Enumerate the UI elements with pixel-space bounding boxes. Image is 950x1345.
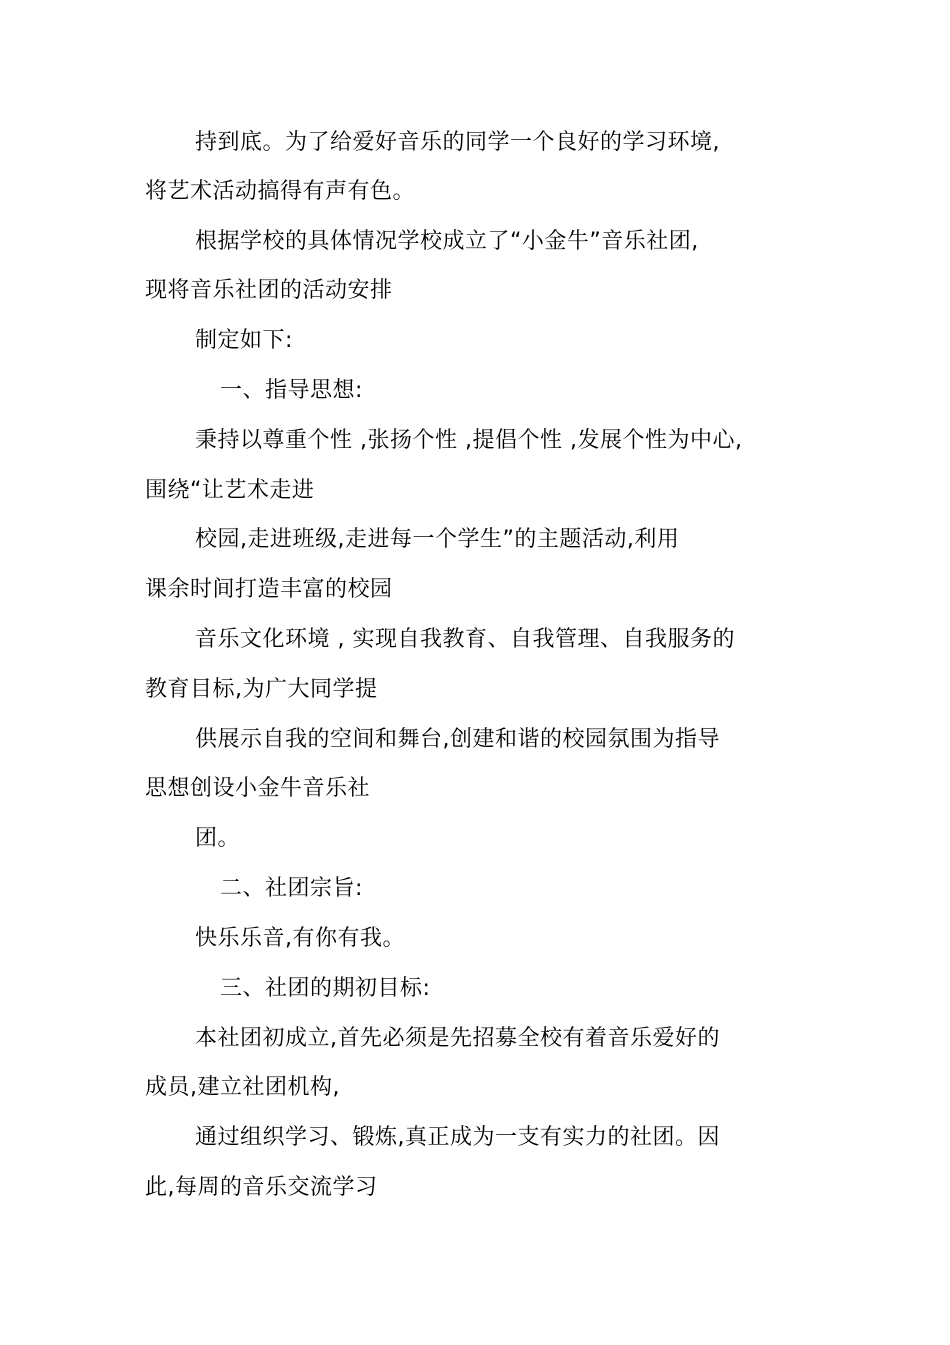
paragraph-line: 课余时间打造丰富的校园 [145,577,393,602]
paragraph-line: 制定如下: [195,328,293,353]
section-heading: 三、社团的期初目标: [220,976,431,1001]
paragraph-line: 快乐乐音,有你有我。 [195,926,405,951]
paragraph-line: 现将音乐社团的活动安排 [145,278,393,303]
paragraph-line: 持到底。为了给爱好音乐的同学一个良好的学习环境, [195,130,720,155]
paragraph-line: 将艺术活动搞得有声有色。 [145,179,416,204]
paragraph-line: 围绕“让艺术走进 [145,478,315,503]
paragraph-line: 本社团初成立,首先必须是先招募全校有着音乐爱好的 [195,1026,720,1051]
paragraph-line: 成员,建立社团机构, [145,1075,340,1100]
paragraph-line: 根据学校的具体情况学校成立了“小金牛”音乐社团, [195,229,699,254]
paragraph-line: 团。 [195,826,241,851]
paragraph-line: 校园,走进班级,走进每一个学生”的主题活动,利用 [195,527,680,552]
section-heading: 一、指导思想: [220,378,363,403]
paragraph-line: 通过组织学习、锻炼,真正成为一支有实力的社团。因 [195,1125,720,1150]
paragraph-line: 秉持以尊重个性 ,张扬个性 ,提倡个性 ,发展个性为中心, [195,428,743,453]
paragraph-line: 教育目标,为广大同学提 [145,677,378,702]
paragraph-line: 音乐文化环境 , 实现自我教育、自我管理、自我服务的 [195,627,735,652]
paragraph-line: 思想创设小金牛音乐社 [145,776,371,801]
section-heading: 二、社团宗旨: [220,876,363,901]
paragraph-line: 供展示自我的空间和舞台,创建和谐的校园氛围为指导 [195,727,720,752]
paragraph-line: 此,每周的音乐交流学习 [145,1175,378,1200]
